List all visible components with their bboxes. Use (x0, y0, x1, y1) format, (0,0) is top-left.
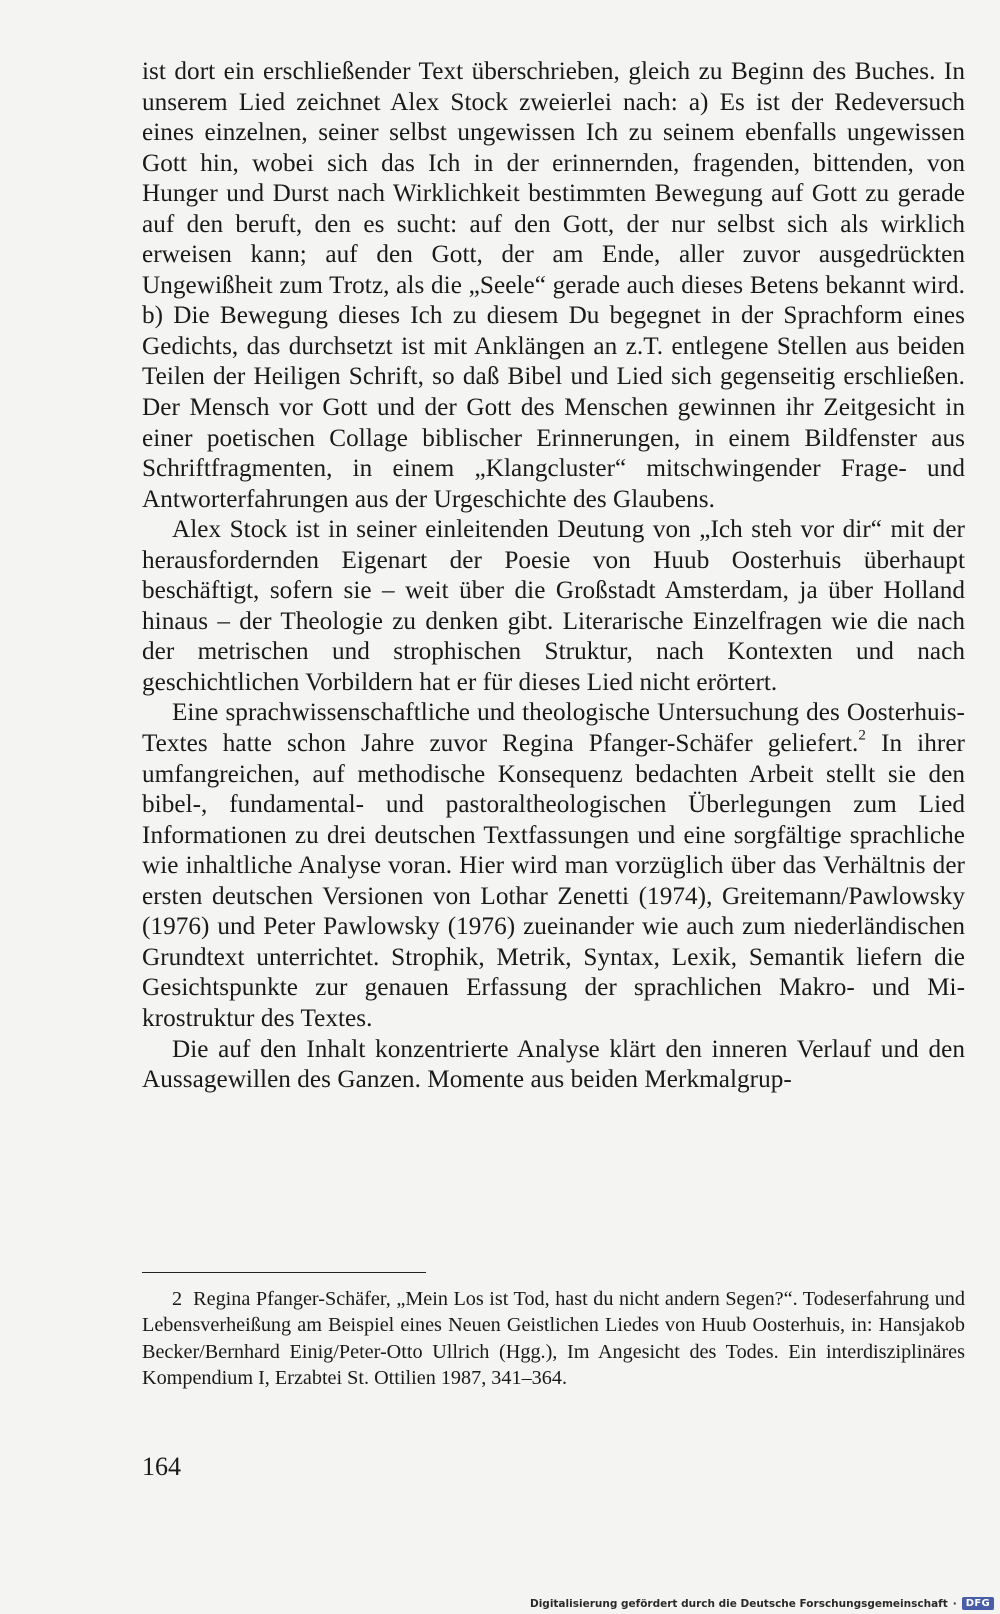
paragraph-1: ist dort ein erschließender Text überschrieben, gleich zu Beginn des Buches. In unserem Lied zeichnet Alex Stock zweierlei nach: a) Es ist der Redeversuch eines einzelnen, seiner selbst ungewissen Ich zu seinem ebenfalls ungewissen Gott hin, wobei sich das Ich in der erinnernden, fragenden, bittenden, von Hunger und Durst nach Wirklichkeit bestimmten Bewegung auf Gott zu gerade auf den beruft, den es sucht: auf den Gott, der nur selbst sich als wirklich erweisen kann; auf den Gott, der am Ende, aller zuvor ausgedrückten Ungewißheit zum Trotz, als die „Seele“ gerade auch dieses Betens bekannt wird. b) Die Bewegung dieses Ich zu diesem Du begegnet in der Sprachform eines Gedichts, das durchsetzt ist mit Anklängen an z.T. entlegene Stellen aus beiden Teilen der Heiligen Schrift, so daß Bibel und Lied sich gegenseitig erschließen. Der Mensch vor Gott und der Gott des Menschen gewinnen ihr Zeitgesicht in einer poetischen Collage biblischer Erinnerungen, in einem Bildfenster aus Schriftfragmenten, in einem „Klangcluster“ mitschwingender Frage- und Antworterfahrungen aus der Urgeschichte des Glaubens. (142, 58, 965, 513)
paragraph-3-text: Eine sprachwissenschaftliche und theologische Untersuchung des Oosterhuis-Textes hatte schon Jahre zuvor Regina Pfanger-Schäfer geliefert. (142, 699, 965, 758)
footnote (142, 1286, 965, 1392)
footnote-paragraph (142, 1286, 965, 1392)
footnote-number: 2 (172, 1288, 183, 1310)
footnote-reference: 2 (858, 727, 867, 744)
paragraph-4: Die auf den Inhalt konzentrierte Analyse klärt den inneren Verlauf und den Aussagewillen des Ganzen. Momente aus beiden Merkmalgrup- (142, 1035, 965, 1094)
footnote-text: Regina Pfanger-Schäfer, „Mein Los ist Tod, hast du nicht andern Segen?“. Todeserfahrung und Lebensverheißung am Beispiel eines Neuen Geistlichen Liedes von Huub Oosterhuis, in: Hansjakob Becker/Bernhard Einig/Peter-Otto Ullrich (Hgg.), Im Angesicht des Todes. Ein interdisziplinäres Kompendium I, Erzabtei St. Ottilien 1987, 341–364. (142, 1288, 965, 1390)
footnote-separator (142, 1272, 426, 1273)
digitization-notice: Digitalisierung gefördert durch die Deutsche Forschungsgemeinschaft · DFG (530, 1597, 994, 1610)
dfg-logo-icon: DFG (962, 1597, 994, 1610)
paragraph-3 (142, 698, 965, 1034)
page-number: 164 (142, 1452, 181, 1481)
paragraph-3-continuation: In ihrer umfangreichen, auf methodische Konsequenz bedachten Arbeit stellt sie den bibel-, fundamental- und pastoraltheologischen Überlegungen zum Lied Informationen zu drei deutschen Textfassungen und eine sorgfältige sprachliche wie inhaltliche Analyse voran. Hier wird man vorzüglich über das Verhältnis der ersten deutschen Versionen von Lothar Zenetti (1974), Greitemann/Pawlowsky (1976) und Peter Pawlowsky (1976) zueinander wie auch zum niederländischen Grundtext unterrichtet. Strophik, Metrik, Syntax, Lexik, Semantik liefern die Gesichtspunkte zur genauen Erfassung der sprachlichen Makro- und Mikrostruktur des Textes. (142, 730, 965, 1032)
paragraph-2: Alex Stock ist in seiner einleitenden Deutung von „Ich steh vor dir“ mit der herausfordernden Eigenart der Poesie von Huub Oosterhuis überhaupt beschäftigt, sofern sie – weit über die Großstadt Amsterdam, ja über Holland hinaus – der Theologie zu denken gibt. Literarische Einzelfragen wie die nach der metrischen und strophischen Struktur, nach Kontexten und nach geschichtlichen Vorbildern hat er für dieses Lied nicht erörtert. (142, 516, 965, 696)
digitization-notice-text: Digitalisierung gefördert durch die Deutsche Forschungsgemeinschaft (529, 1597, 948, 1610)
body-text (142, 57, 965, 1096)
